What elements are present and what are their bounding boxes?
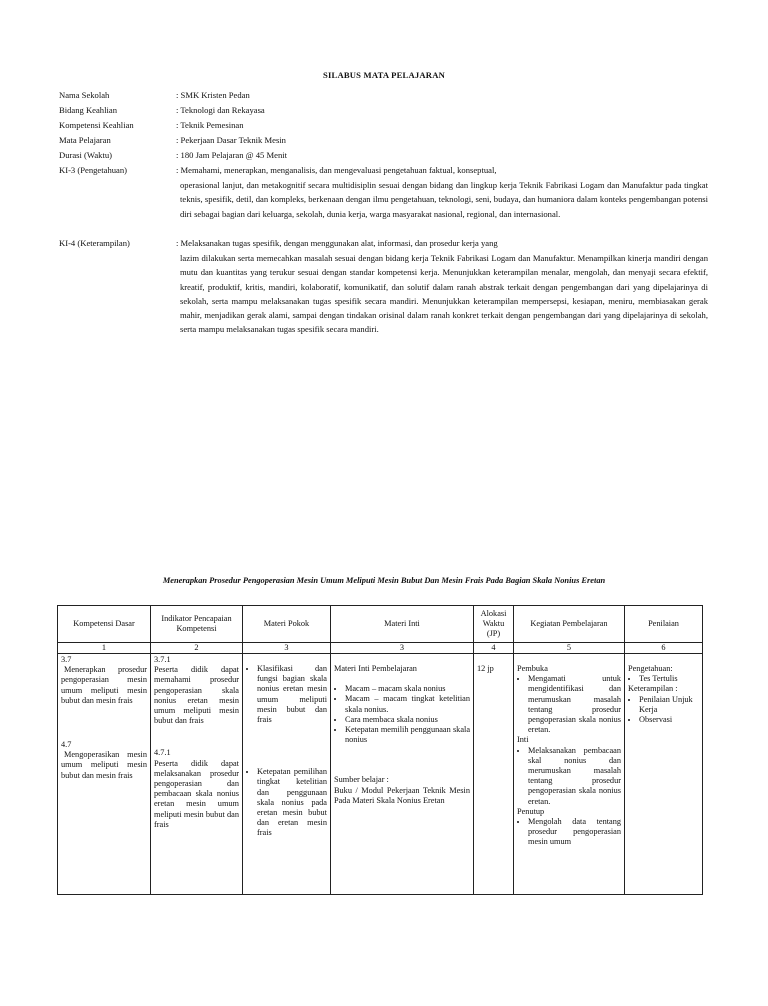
header-materi-pokok: Materi Pokok (243, 606, 331, 643)
column-number: 5 (514, 643, 625, 654)
kd1-text: Menerapkan prosedur pengoperasian mesin umum meliputi mesin bubut dan mesin frais (61, 665, 147, 705)
ki3-first-line: : Memahami, menerapkan, menganalisis, dan mengevaluasi pengetahuan faktual, konseptual, (176, 165, 497, 175)
header-kompetensi-dasar: Kompetensi Dasar (58, 606, 151, 643)
materi-inti-item: • Macam – macam tingkat ketelitian skala nonius. (345, 694, 470, 714)
inti-label: Inti (517, 735, 529, 745)
ki3-label: KI-3 (Pengetahuan) (59, 165, 128, 175)
column-number: 1 (58, 643, 151, 654)
penutup-item: • Mengolah data tentang prosedur pengoperasian mesin umum (528, 817, 621, 848)
info-label: Durasi (Waktu) (59, 150, 113, 160)
ipk2-number: 4.7.1 (154, 748, 171, 758)
syllabus-table (57, 605, 703, 895)
alokasi-value: 12 jp (477, 664, 494, 673)
keterampilan-item: • Observasi (639, 715, 699, 725)
materi-inti-item: • Macam – macam skala nonius (345, 684, 470, 694)
column-number-row (58, 643, 703, 654)
header-alokasi-waktu: Alokasi Waktu (JP) (474, 606, 514, 643)
info-value: : 180 Jam Pelajaran @ 45 Menit (176, 150, 288, 160)
ipk1-text: Peserta didik dapat memahami prosedur pengoperasian skala nonius eretan mesin umum meliputi mesin bubut dan frais (154, 665, 239, 726)
ipk1-number: 3.7.1 (154, 655, 171, 664)
column-number: 6 (625, 643, 703, 654)
kd2-text: Mengoperasikan mesin umum meliputi mesin bubut dan mesin frais (61, 750, 147, 780)
column-number: 4 (474, 643, 514, 654)
materi-pokok-item: • Ketepatan pemilihan tingkat ketelitian dan penggunaan skala nonius pada eretan mesin bubut dan eretan mesin frais (257, 767, 327, 838)
cell-materi-inti (331, 654, 474, 895)
table-header-row (58, 606, 703, 643)
cell-kompetensi-dasar (58, 654, 151, 895)
materi-pokok-item: • Klasifikasi dan fungsi bagian skala nonius eretan mesin umum meliputi mesin bubut dan frais (257, 664, 327, 725)
info-value: : Pekerjaan Dasar Teknik Mesin (176, 135, 286, 145)
section-subtitle: Menerapkan Prosedur Pengoperasian Mesin Umum Meliputi Mesin Bubut Dan Mesin Frais Pada Bagian Skala Nonius Eretan (162, 576, 606, 585)
pembuka-label: Pembuka (517, 664, 548, 673)
column-number: 3 (243, 643, 331, 654)
cell-indikator (151, 654, 243, 895)
info-label: Bidang Keahlian (59, 105, 117, 115)
ki4-label: KI-4 (Keterampilan) (59, 238, 130, 248)
keterampilan-item: • Penilaian Unjuk Kerja (639, 695, 699, 715)
info-value: : Teknik Pemesinan (176, 120, 244, 130)
ipk2-text: Peserta didik dapat melaksanakan prosedur pengoperasian dan pembacaan skala nonius eretan mesin umum meliputi mesin bubut dan frais (154, 758, 239, 829)
materi-inti-item: • Cara membaca skala nonius (345, 715, 470, 725)
cell-alokasi-waktu (474, 654, 514, 895)
header-kegiatan: Kegiatan Pembelajaran (514, 606, 625, 643)
ki3-description: operasional lanjut, dan metakognitif secara multidisiplin sesuai dengan bidang dan lingkup kerja Teknik Fabrikasi Logam dan Manufaktur pada tingkat teknis, spesifik, detil, dan kompleks, berkenaan dengan ilmu pengetahuan, teknologi, seni, budaya, dan humaniora dalam konteks pengembangan potensi diri sebagai bagian dari keluarga, sekolah, dunia kerja, warga masyarakat nasional, regional, dan internasional. (180, 180, 708, 219)
penutup-label: Penutup (517, 806, 545, 816)
kd1-number: 3.7 (61, 655, 72, 664)
header-indikator: Indikator Pencapaian Kompetensi (151, 606, 243, 643)
info-value: : SMK Kristen Pedan (176, 90, 250, 100)
cell-kegiatan (514, 654, 625, 895)
materi-inti-heading: Materi Inti Pembelajaran (334, 664, 417, 673)
ki4-description: lazim dilakukan serta memecahkan masalah sesuai dengan bidang kerja Teknik Fabrikasi Logam dan Manufaktur. Menampilkan kinerja mandiri dengan mutu dan kuantitas yang terukur sesuai dengan standar kompetensi kerja. Menunjukkan keterampilan menalar, mengolah, dan menyaji secara efektif, kreatif, produktif, kritis, mandiri, kolaboratif, komunikatif, dan solutif dalam ranah abstrak terkait dengan pengembangan dari yang dipelajarinya di sekolah, serta mampu melaksanakan tugas spesifik secara mandiri. Menunjukkan keterampilan mempersepsi, kesiapan, meniru, membiasakan gerak mahir, menjadikan gerak alami, sampai dengan tindakan orisinal dalam ranah konkret terkait dengan pengembangan dari yang dipelajarinya di sekolah, serta mampu melaksanakan tugas spesifik secara mandiri. (180, 253, 708, 335)
pengetahuan-label: Pengetahuan: (628, 664, 673, 673)
info-label: Kompetensi Keahlian (59, 120, 134, 130)
keterampilan-label: Keterampilan : (628, 684, 678, 694)
column-number: 2 (151, 643, 243, 654)
table-body-row (58, 654, 703, 895)
header-penilaian: Penilaian (625, 606, 703, 643)
header-materi-inti: Materi Inti (331, 606, 474, 643)
document-title: SILABUS MATA PELAJARAN (322, 70, 446, 80)
info-label: Mata Pelajaran (59, 135, 111, 145)
pengetahuan-item: • Tes Tertulis (639, 674, 699, 684)
kd2-number: 4.7 (61, 740, 72, 750)
inti-item: • Melaksanakan pembacaan skal nonius dan merumuskan masalah tentang prosedur pengoperasian skala nonius eretan. (528, 746, 621, 807)
ki4-first-line: : Melaksanakan tugas spesifik, dengan menggunakan alat, informasi, dan prosedur kerja yang (176, 238, 498, 248)
info-label: Nama Sekolah (59, 90, 110, 100)
info-value: : Teknologi dan Rekayasa (176, 105, 265, 115)
pembuka-item: • Mengamati untuk mengidentifikasi dan merumuskan masalah tentang prosedur pengoperasian skala nonius eretan. (528, 674, 621, 735)
column-number: 3 (331, 643, 474, 654)
materi-inti-item: • Ketepatan memilih penggunaan skala nonius (345, 725, 470, 745)
cell-materi-pokok (243, 654, 331, 895)
sumber-belajar-label: Sumber belajar : (334, 775, 389, 785)
sumber-belajar-text: Buku / Modul Pekerjaan Teknik Mesin Pada Materi Skala Nonius Eretan (334, 785, 470, 805)
cell-penilaian (625, 654, 703, 895)
